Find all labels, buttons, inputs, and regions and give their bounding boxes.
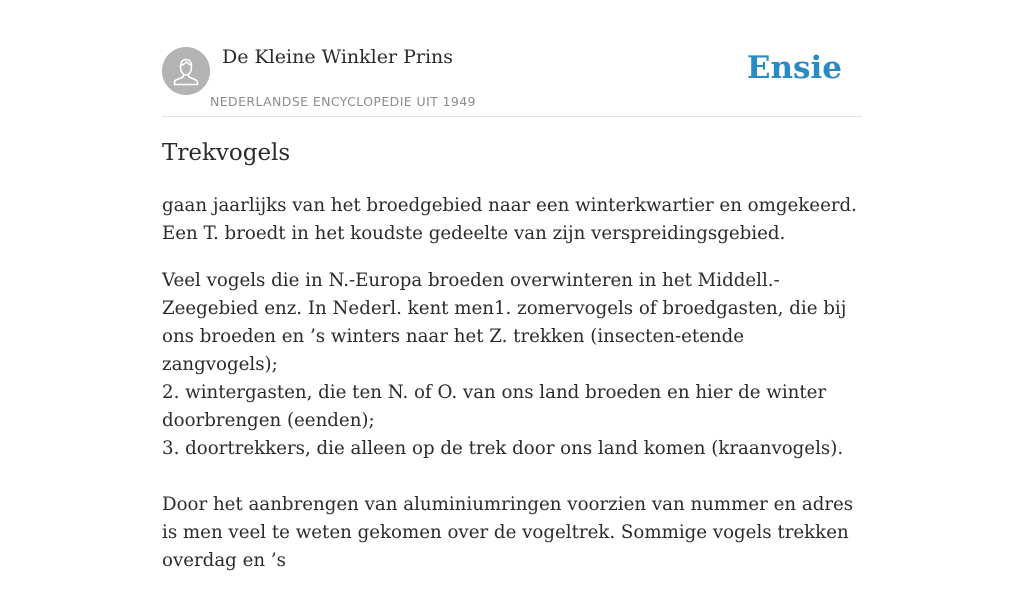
paragraph-line: 3. doortrekkers, die alleen op de trek door ons land komen (kraanvogels). (162, 438, 844, 459)
article-body (162, 192, 862, 594)
user-avatar-icon[interactable] (162, 47, 210, 95)
paragraph: Door het aanbrengen van aluminiumringen voorzien van nummer en adres is men veel te weten gekomen over de vogeltrek. Sommige vogels trekken overdag en ’s (162, 494, 854, 571)
author-header (162, 0, 862, 117)
author-name[interactable]: De Kleine Winkler Prins (222, 46, 454, 68)
paragraph (162, 267, 862, 463)
ensie-logo[interactable]: Ensie (746, 50, 842, 86)
author-description: NEDERLANDSE ENCYCLOPEDIE UIT 1949 (210, 94, 476, 109)
paragraph: gaan jaarlijks van het broedgebied naar een winterkwartier en omgekeerd. Een T. broedt in het koudste gedeelte van zijn verspreidingsgebied. (162, 195, 857, 244)
article-title: Trekvogels (162, 140, 291, 166)
page-container (162, 0, 862, 571)
paragraph-line: 2. wintergasten, die ten N. of O. van ons land broeden en hier de winter doorbrengen (eenden); (162, 382, 827, 431)
paragraph-line: Veel vogels die in N.-Europa broeden overwinteren in het Middell.-Zeegebied enz. In Nederl. kent men1. zomervogels of broedgasten, die bij ons broeden en ’s winters naar het Z. trekken (insecten-etende zangvogels); (162, 270, 847, 375)
